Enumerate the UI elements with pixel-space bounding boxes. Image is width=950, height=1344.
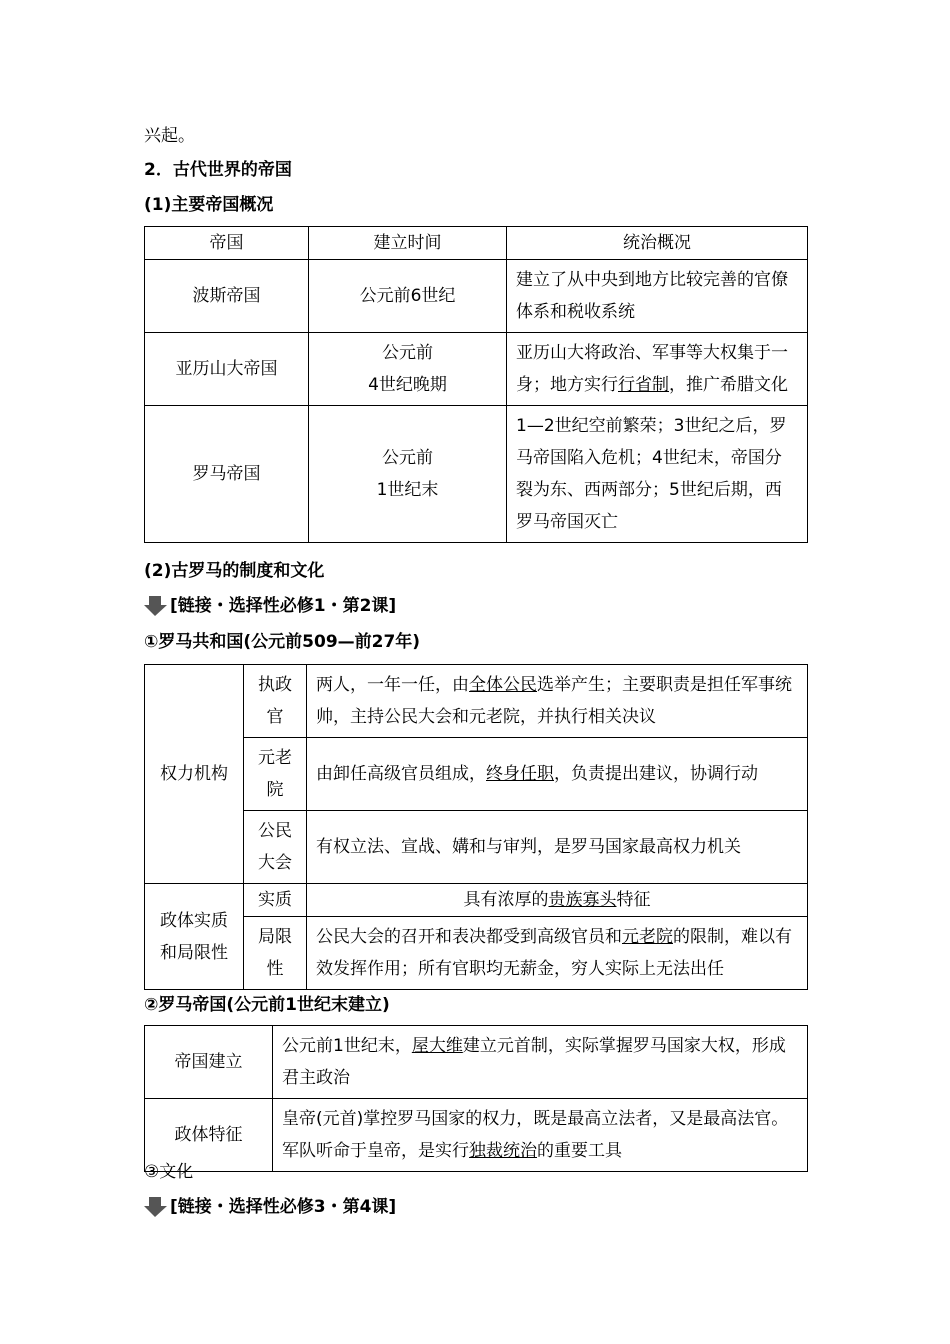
culture-title: ③文化	[144, 1162, 194, 1182]
row-label: 公民大会	[244, 811, 307, 884]
empire-table	[144, 1025, 808, 1172]
link-reference-2: [链接・选择性必修3・第4课]	[144, 1195, 396, 1219]
table-row	[145, 738, 808, 811]
table-row	[145, 1026, 808, 1099]
row-desc: 皇帝(元首)掌控罗马国家的权力，既是最高立法者，又是最高法官。军队听命于皇帝，是实行独裁统治的重要工具	[273, 1099, 808, 1172]
table-row	[145, 333, 808, 406]
header-time: 建立时间	[309, 227, 507, 260]
underlined-term: 终身任职	[486, 764, 554, 784]
empire-time: 公元前6世纪	[309, 260, 507, 333]
republic-title: ①罗马共和国(公元前509—前27年)	[144, 632, 421, 652]
row-desc: 公民大会的召开和表决都受到高级官员和元老院的限制，难以有效发挥作用；所有官职均无薪金，穷人实际上无法出任	[307, 917, 808, 990]
empire-overview: 建立了从中央到地方比较完善的官僚体系和税收系统	[507, 260, 808, 333]
empire-time: 公元前 4世纪晚期	[309, 333, 507, 406]
row-label: 元老院	[244, 738, 307, 811]
table-row	[145, 917, 808, 990]
table-row	[145, 1099, 808, 1172]
underlined-term: 全体公民	[469, 675, 537, 695]
empire-name: 波斯帝国	[145, 260, 309, 333]
row-desc: 由卸任高级官员组成，终身任职，负责提出建议，协调行动	[307, 738, 808, 811]
republic-table	[144, 664, 808, 990]
table-row	[145, 884, 808, 917]
underlined-term: 独裁统治	[469, 1141, 537, 1161]
row-label: 执政官	[244, 665, 307, 738]
row-label: 政体特征	[145, 1099, 273, 1172]
empire-title: ②罗马帝国(公元前1世纪末建立)	[144, 995, 390, 1015]
header-overview: 统治概况	[507, 227, 808, 260]
row-desc: 两人，一年一任，由全体公民选举产生；主要职责是担任军事统帅，主持公民大会和元老院，并执行相关决议	[307, 665, 808, 738]
row-desc: 具有浓厚的贵族寡头特征	[307, 884, 808, 917]
down-arrow-icon	[144, 1197, 168, 1217]
empire-time: 公元前 1世纪末	[309, 406, 507, 543]
table-row	[145, 665, 808, 738]
empire-overview: 亚历山大将政治、军事等大权集于一身；地方实行行省制，推广希腊文化	[507, 333, 808, 406]
underlined-term: 行省制	[618, 375, 669, 395]
empire-name: 亚历山大帝国	[145, 333, 309, 406]
link-reference-1: [链接・选择性必修1・第2课]	[144, 594, 396, 618]
header-empire: 帝国	[145, 227, 309, 260]
row-label: 帝国建立	[145, 1026, 273, 1099]
underlined-term: 贵族寡头	[548, 890, 617, 910]
row-label: 实质	[244, 884, 307, 917]
row-desc: 有权立法、宣战、媾和与审判，是罗马国家最高权力机关	[307, 811, 808, 884]
subsection-title-empires: (1)主要帝国概况	[144, 195, 274, 215]
down-arrow-icon	[144, 596, 168, 616]
table-row	[145, 406, 808, 543]
table-header-row	[145, 227, 808, 260]
subsection-title-rome: (2)古罗马的制度和文化	[144, 561, 325, 581]
empires-table	[144, 226, 808, 543]
row-label: 局限性	[244, 917, 307, 990]
table-row	[145, 811, 808, 884]
section-title: 2．古代世界的帝国	[144, 160, 292, 180]
row-desc: 公元前1世纪末，屋大维建立元首制，实际掌握罗马国家大权，形成君主政治	[273, 1026, 808, 1099]
intro-tail-text: 兴起。	[144, 126, 195, 146]
table-row	[145, 260, 808, 333]
underlined-term: 屋大维	[411, 1036, 463, 1056]
empire-name: 罗马帝国	[145, 406, 309, 543]
empire-overview: 1—2世纪空前繁荣；3世纪之后，罗马帝国陷入危机；4世纪末，帝国分裂为东、西两部分；5世纪后期，西罗马帝国灭亡	[507, 406, 808, 543]
group-label: 政体实质和局限性	[145, 884, 244, 990]
underlined-term: 元老院	[622, 927, 673, 947]
group-label: 权力机构	[145, 665, 244, 884]
